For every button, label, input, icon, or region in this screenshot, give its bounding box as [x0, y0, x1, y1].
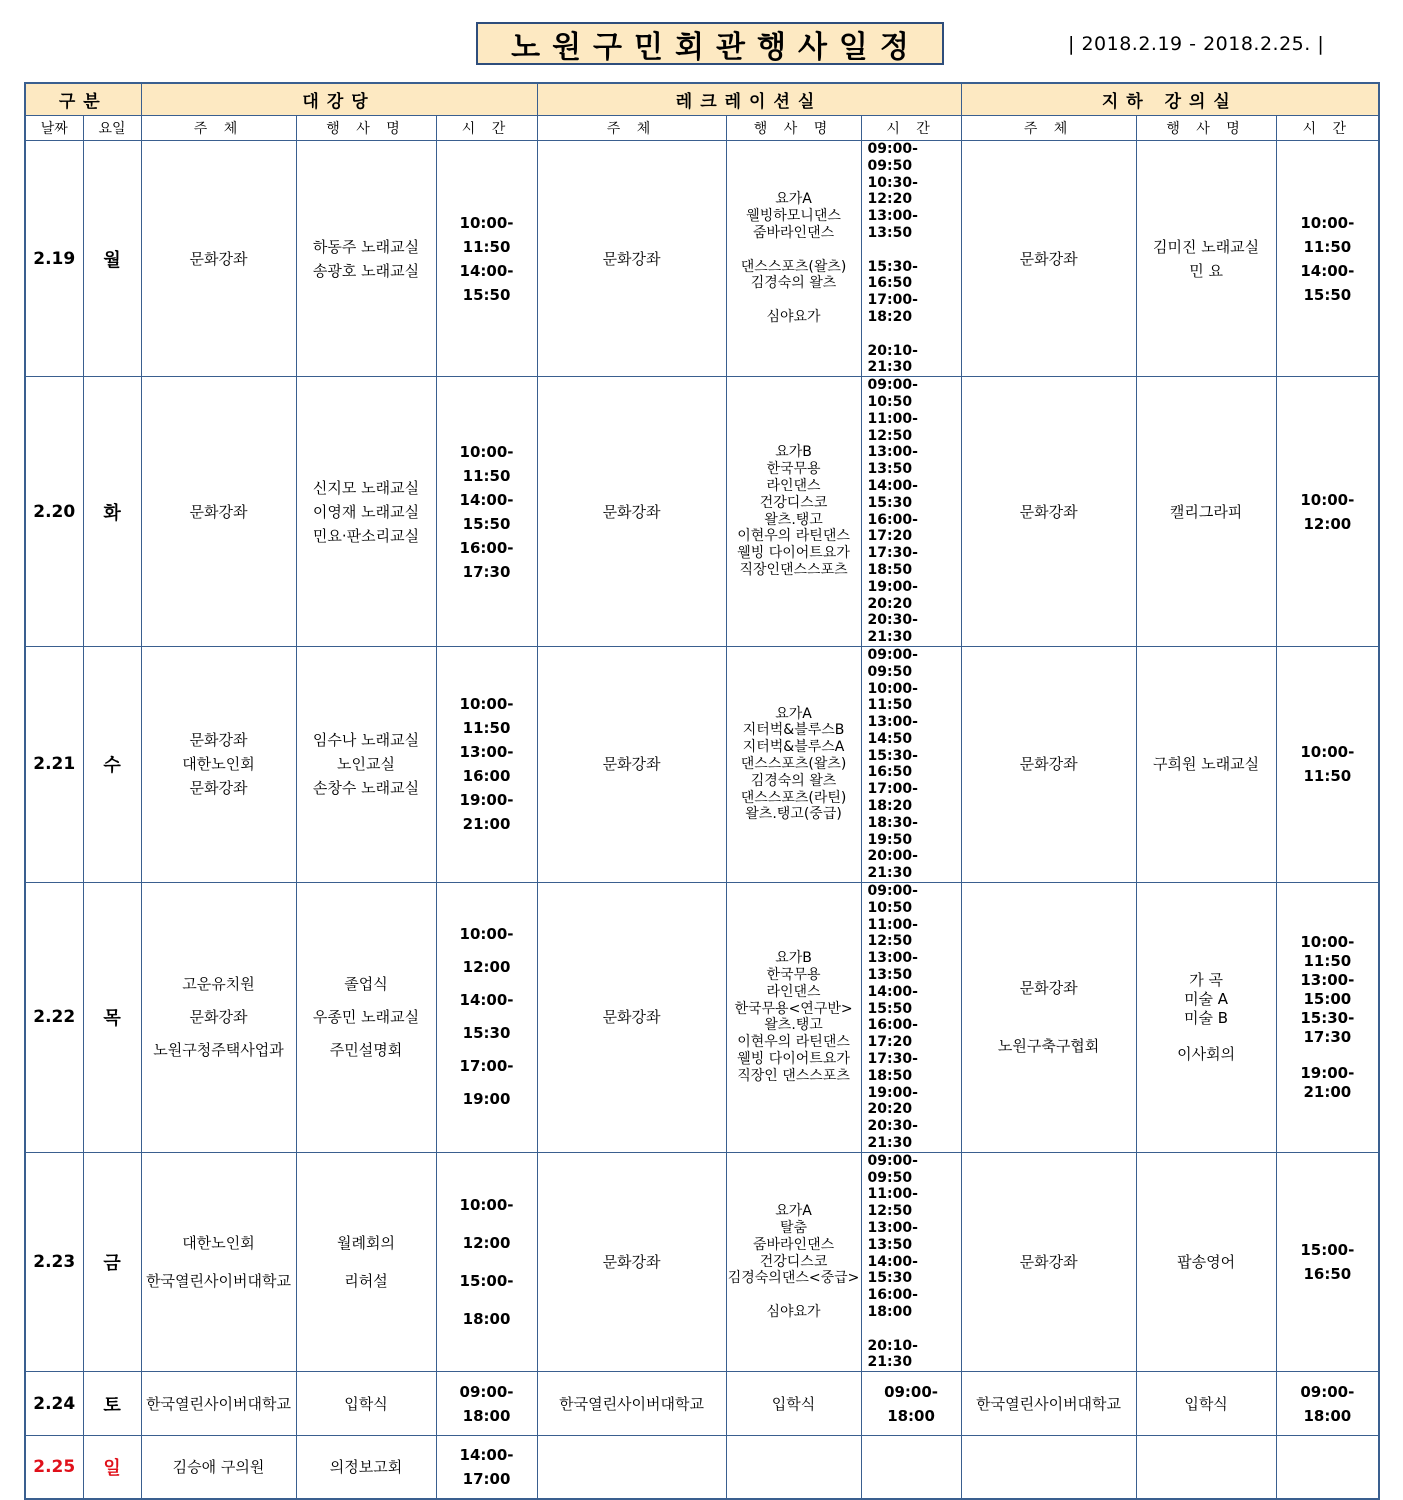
- hall-time: 19:00-21:00: [459, 791, 514, 834]
- rec-event: 한국무용: [766, 461, 821, 478]
- division-header: 구분: [25, 83, 141, 116]
- base-event-cell: [1136, 1372, 1276, 1436]
- hall-time: 10:00-12:00: [459, 925, 514, 977]
- rec-time: [868, 326, 961, 343]
- rec-event: 왈츠.탱고: [764, 511, 823, 528]
- base-event: 팝송영어: [1177, 1252, 1236, 1271]
- base-event: 구희원 노래교실: [1152, 755, 1260, 774]
- base-time: 15:00-16:50: [1300, 1240, 1355, 1283]
- page-title: 노원구민회관행사일정: [476, 22, 944, 65]
- hall-time-cell: [436, 883, 537, 1153]
- rec-time: 14:00-15:30: [867, 1253, 918, 1287]
- hall-time: 15:00-18:00: [459, 1271, 514, 1328]
- rec-event: 이현우의 라틴댄스: [737, 528, 850, 545]
- hall-host: 노원구청주택사업과: [153, 1040, 284, 1059]
- base-host: 문화강좌: [1019, 1252, 1078, 1271]
- hall-time: 14:00-15:30: [459, 991, 514, 1043]
- rec-time: 09:00-09:50: [867, 646, 918, 680]
- day-cell: 목: [83, 883, 141, 1153]
- hall-time-cell: [436, 646, 537, 882]
- base-time: 15:30-17:30: [1300, 1009, 1355, 1047]
- base-event: [1137, 1028, 1276, 1045]
- base-event-cell: [1136, 883, 1276, 1153]
- date-range: | 2018.2.19 - 2018.2.25. |: [1068, 33, 1325, 55]
- venue-header-hall: 대강당: [141, 83, 537, 116]
- rec-time: 19:00-20:20: [867, 578, 918, 612]
- hall-event: 임수나 노래교실: [312, 731, 420, 750]
- hall-event: 리허설: [344, 1271, 388, 1290]
- day-cell: 수: [83, 646, 141, 882]
- header-row-venues: [25, 83, 1379, 116]
- date-cell: 2.23: [25, 1152, 83, 1371]
- base-time: [1277, 1047, 1379, 1064]
- date-cell: 2.21: [25, 646, 83, 882]
- hall-host: 문화강좌: [189, 249, 248, 268]
- base-host-cell: [961, 1436, 1136, 1499]
- base-event-cell: [1136, 377, 1276, 647]
- rec-event: 왈츠.탱고(중급): [745, 806, 842, 823]
- rec-time: 11:00-12:50: [867, 1186, 918, 1220]
- day-cell: 금: [83, 1152, 141, 1371]
- rec-time: 17:30-18:50: [867, 1051, 918, 1084]
- rec-time: 17:30-18:50: [867, 545, 918, 578]
- rec-time-cell: [861, 141, 961, 377]
- rec-time: 11:00-12:50: [867, 916, 918, 950]
- rec-time: 13:00-13:50: [867, 444, 918, 478]
- hall-time: 16:00-17:30: [459, 538, 514, 581]
- base-host: 문화강좌: [1019, 502, 1078, 521]
- rec-time: 11:00-12:50: [867, 410, 918, 444]
- hall-event: 월례회의: [337, 1233, 395, 1252]
- base-host: 문화강좌: [1019, 755, 1078, 774]
- rec-time: 16:00-17:20: [867, 511, 918, 545]
- rec-event: 왈츠.탱고: [764, 1017, 823, 1034]
- base-host-cell: [961, 377, 1136, 647]
- rec-event-cell: [726, 1372, 861, 1436]
- hall-event: 노인교실: [337, 755, 395, 774]
- hall-event: 손창수 노래교실: [312, 779, 420, 798]
- base-time: 09:00-18:00: [1300, 1382, 1355, 1425]
- hall-host: 문화강좌: [189, 1007, 248, 1026]
- hall-host-cell: [141, 141, 296, 377]
- hall-event-header: 행 사 명: [296, 116, 436, 141]
- hall-time-cell: [436, 1436, 537, 1499]
- hall-time: 14:00-15:50: [459, 490, 514, 533]
- rec-time: 20:10-21:30: [867, 342, 918, 376]
- rec-event: 김경숙의 왈츠: [750, 275, 837, 292]
- rec-event-cell: [726, 1436, 861, 1499]
- hall-event: 민요·판소리교실: [312, 526, 420, 545]
- hall-time-cell: [436, 1152, 537, 1371]
- day-cell: 일: [83, 1436, 141, 1499]
- venue-header-recreation: 레크레이션실: [537, 83, 961, 116]
- rec-time-cell: [861, 1372, 961, 1436]
- rec-event: 요가A: [775, 191, 812, 208]
- hall-host: 문화강좌: [189, 731, 248, 750]
- table-row: [25, 883, 1379, 1153]
- rec-event: 라인댄스: [766, 477, 821, 494]
- rec-time: 13:00-13:50: [867, 950, 918, 984]
- hall-time: 10:00-11:50: [459, 213, 514, 256]
- rec-event: 웰빙 다이어트요가: [737, 545, 850, 562]
- rec-event: 직장인 댄스스포츠: [737, 1067, 850, 1084]
- rec-event: [727, 292, 861, 309]
- hall-event: 졸업식: [344, 974, 388, 993]
- base-time: 19:00-21:00: [1300, 1063, 1355, 1101]
- rec-time: 14:00-15:30: [867, 477, 918, 511]
- base-time-cell: [1276, 1152, 1379, 1371]
- hall-event-cell: [296, 141, 436, 377]
- rec-time-cell: [861, 1436, 961, 1499]
- day-cell: 월: [83, 141, 141, 377]
- hall-host: 한국열린사이버대학교: [146, 1394, 291, 1413]
- rec-time: 09:00-09:50: [867, 1152, 918, 1186]
- hall-event: 입학식: [344, 1394, 388, 1413]
- rec-event: 직장인댄스스포츠: [739, 561, 848, 578]
- table-row: [25, 1372, 1379, 1436]
- base-host-cell: [961, 141, 1136, 377]
- rec-event: 웰빙하모니댄스: [746, 208, 841, 225]
- rec-time: 09:00-10:50: [867, 377, 918, 410]
- date-cell: 2.25: [25, 1436, 83, 1499]
- rec-time: 10:00-11:50: [867, 680, 918, 714]
- rec-event: 요가A: [775, 1203, 812, 1220]
- hall-time: 09:00-18:00: [459, 1382, 514, 1425]
- rec-time: 20:10-21:30: [867, 1337, 918, 1371]
- rec-time: 13:00-13:50: [867, 1220, 918, 1253]
- base-time-cell: [1276, 1436, 1379, 1499]
- schedule-table: [24, 82, 1380, 1500]
- rec-time: [868, 242, 961, 259]
- day-cell: 화: [83, 377, 141, 647]
- base-event: 입학식: [1184, 1394, 1228, 1413]
- rec-event: 입학식: [771, 1394, 816, 1413]
- date-cell: 2.20: [25, 377, 83, 647]
- rec-event: 라인댄스: [766, 983, 821, 1000]
- day-col-header: 요일: [83, 116, 141, 141]
- rec-event: 지터벅&블루스B: [742, 722, 845, 739]
- rec-host-header: 주 체: [537, 116, 726, 141]
- rec-time: 15:30-16:50: [867, 258, 918, 292]
- hall-host-cell: [141, 883, 296, 1153]
- base-time: 10:00-11:50: [1300, 743, 1355, 786]
- hall-event: 이영재 노래교실: [312, 502, 420, 521]
- rec-time: 17:00-18:20: [867, 781, 918, 815]
- base-event: 김미진 노래교실: [1152, 237, 1260, 256]
- hall-host-cell: [141, 377, 296, 647]
- rec-event: 지터벅&블루스A: [742, 739, 845, 756]
- rec-event: 댄스스포츠(왈츠): [740, 756, 847, 773]
- base-time-cell: [1276, 883, 1379, 1153]
- rec-time: 09:00-10:50: [867, 883, 918, 916]
- rec-time: 14:00-15:50: [867, 983, 918, 1017]
- rec-event: 건강디스코: [759, 494, 828, 511]
- hall-host: 대한노인회: [182, 1233, 255, 1252]
- rec-time: 13:00-13:50: [867, 208, 918, 241]
- hall-host-header: 주 체: [141, 116, 296, 141]
- rec-event: 탈춤: [780, 1220, 808, 1236]
- hall-event-cell: [296, 646, 436, 882]
- rec-event: 한국무용: [766, 967, 821, 984]
- rec-event-cell: [726, 377, 861, 647]
- base-host: 한국열린사이버대학교: [976, 1394, 1122, 1413]
- base-time-cell: [1276, 1372, 1379, 1436]
- rec-time: 15:30-16:50: [867, 747, 918, 781]
- rec-time: 09:00-18:00: [884, 1382, 939, 1425]
- table-row: [25, 646, 1379, 882]
- hall-time-header: 시 간: [436, 116, 537, 141]
- base-time-header: 시 간: [1276, 116, 1379, 141]
- base-time: 10:00-11:50: [1300, 933, 1355, 971]
- base-event: 미술 A: [1184, 990, 1229, 1009]
- rec-event-cell: [726, 646, 861, 882]
- rec-event: [727, 1287, 861, 1304]
- hall-host: 고운유치원: [182, 974, 255, 993]
- rec-time: 10:30-12:20: [867, 174, 918, 208]
- hall-event: 주민설명회: [329, 1040, 403, 1059]
- hall-host: 한국열린사이버대학교: [146, 1271, 291, 1290]
- rec-time: 17:00-18:20: [867, 292, 918, 325]
- rec-time: 13:00-14:50: [867, 714, 918, 747]
- base-event-cell: [1136, 141, 1276, 377]
- base-time: 10:00-11:50: [1300, 213, 1355, 256]
- rec-event: 심야요가: [766, 308, 821, 325]
- rec-time: 20:30-21:30: [867, 1118, 918, 1152]
- date-cell: 2.24: [25, 1372, 83, 1436]
- base-time: 14:00-15:50: [1300, 261, 1355, 304]
- base-event-header: 행 사 명: [1136, 116, 1276, 141]
- table-row: [25, 141, 1379, 377]
- rec-host-cell: 문화강좌: [537, 377, 726, 647]
- rec-event-cell: [726, 141, 861, 377]
- rec-time: 09:00-09:50: [867, 141, 918, 174]
- rec-event: 요가B: [775, 444, 812, 461]
- rec-event: 댄스스포츠(왈츠): [740, 258, 847, 275]
- base-event-cell: [1136, 1436, 1276, 1499]
- hall-event-cell: [296, 883, 436, 1153]
- rec-event-header: 행 사 명: [726, 116, 861, 141]
- base-host-cell: [961, 1152, 1136, 1371]
- rec-time-cell: [861, 377, 961, 647]
- base-event: 캘리그라피: [1169, 502, 1243, 521]
- hall-time-cell: [436, 1372, 537, 1436]
- rec-event: 댄스스포츠(라틴): [740, 789, 847, 806]
- rec-host-cell: 문화강좌: [537, 141, 726, 377]
- rec-host-cell: 문화강좌: [537, 646, 726, 882]
- rec-host-cell: 문화강좌: [537, 883, 726, 1153]
- hall-time: 14:00-15:50: [459, 261, 514, 304]
- base-event: 이사회의: [1177, 1044, 1236, 1063]
- rec-time-header: 시 간: [861, 116, 961, 141]
- base-event-cell: [1136, 1152, 1276, 1371]
- base-time-cell: [1276, 646, 1379, 882]
- rec-time: 18:30-19:50: [867, 814, 918, 848]
- rec-host-cell: 한국열린사이버대학교: [537, 1372, 726, 1436]
- base-time: 13:00-15:00: [1300, 971, 1355, 1009]
- hall-time: 14:00-17:00: [459, 1445, 514, 1488]
- hall-time: 13:00-16:00: [459, 743, 514, 786]
- rec-time: 20:00-21:30: [867, 848, 918, 882]
- header-row-columns: [25, 116, 1379, 141]
- rec-time-cell: [861, 1152, 961, 1371]
- hall-event: 하동주 노래교실: [312, 237, 420, 256]
- rec-event: 줌바라인댄스: [752, 224, 835, 241]
- hall-time: 17:00-19:00: [459, 1057, 514, 1109]
- table-row: [25, 1436, 1379, 1499]
- rec-event: 웰빙 다이어트요가: [737, 1051, 850, 1068]
- hall-host-cell: [141, 646, 296, 882]
- base-time-cell: [1276, 377, 1379, 647]
- hall-event: 송광호 노래교실: [312, 261, 420, 280]
- rec-event-cell: [726, 1152, 861, 1371]
- hall-host-cell: [141, 1372, 296, 1436]
- rec-time: 16:00-18:00: [867, 1287, 918, 1320]
- base-host: 문화강좌: [1019, 979, 1078, 998]
- date-cell: 2.19: [25, 141, 83, 377]
- rec-event: 심야요가: [766, 1303, 821, 1320]
- hall-event-cell: [296, 377, 436, 647]
- rec-time: [868, 1321, 961, 1338]
- hall-event-cell: [296, 1152, 436, 1371]
- date-cell: 2.22: [25, 883, 83, 1153]
- date-col-header: 날짜: [25, 116, 83, 141]
- table-row: [25, 1152, 1379, 1371]
- rec-event: 건강디스코: [759, 1253, 828, 1270]
- hall-event: 의정보고회: [329, 1457, 403, 1476]
- base-event: 민 요: [1189, 261, 1223, 280]
- rec-event: 김경숙의댄스<중급>: [727, 1270, 860, 1287]
- hall-time-cell: [436, 377, 537, 647]
- hall-host-cell: [141, 1152, 296, 1371]
- base-host-header: 주 체: [961, 116, 1136, 141]
- hall-event-cell: [296, 1372, 436, 1436]
- base-host-cell: [961, 1372, 1136, 1436]
- hall-time-cell: [436, 141, 537, 377]
- rec-time: 19:00-20:20: [867, 1084, 918, 1118]
- day-cell: 토: [83, 1372, 141, 1436]
- hall-host: 대한노인회: [182, 755, 255, 774]
- rec-time: 16:00-17:20: [867, 1017, 918, 1051]
- rec-host-cell: 문화강좌: [537, 1152, 726, 1371]
- rec-event: 김경숙의 왈츠: [750, 772, 837, 789]
- base-time-cell: [1276, 141, 1379, 377]
- rec-time: 20:30-21:30: [867, 612, 918, 646]
- hall-time: 10:00-11:50: [459, 442, 514, 485]
- base-time: 10:00-12:00: [1300, 490, 1355, 533]
- base-host: 문화강좌: [1019, 249, 1078, 268]
- base-host-cell: [961, 646, 1136, 882]
- base-host-cell: [961, 883, 1136, 1153]
- rec-time-cell: [861, 646, 961, 882]
- rec-event: 요가B: [775, 950, 812, 967]
- rec-event: 줌바라인댄스: [752, 1236, 835, 1253]
- base-host: 노원구축구협회: [997, 1037, 1100, 1056]
- hall-event: 신지모 노래교실: [312, 478, 420, 497]
- venue-header-basement: 지하 강의실: [961, 83, 1379, 116]
- base-event: 미술 B: [1184, 1009, 1229, 1028]
- hall-time: 10:00-12:00: [459, 1195, 514, 1252]
- hall-time: 10:00-11:50: [459, 695, 514, 738]
- rec-host-cell: [537, 1436, 726, 1499]
- rec-time-cell: [861, 883, 961, 1153]
- hall-host: 문화강좌: [189, 779, 248, 798]
- base-event-cell: [1136, 646, 1276, 882]
- hall-event-cell: [296, 1436, 436, 1499]
- hall-event: 우종민 노래교실: [312, 1007, 420, 1026]
- hall-host-cell: [141, 1436, 296, 1499]
- table-row: [25, 377, 1379, 647]
- rec-event: [727, 242, 861, 259]
- base-event: 가 곡: [1189, 971, 1223, 990]
- hall-host: 김승애 구의원: [172, 1457, 265, 1476]
- hall-host: 문화강좌: [189, 502, 248, 521]
- rec-event: 한국무용<연구반>: [734, 1000, 853, 1017]
- rec-event-cell: [726, 883, 861, 1153]
- rec-event: 요가A: [775, 705, 812, 722]
- rec-event: 이현우의 라틴댄스: [737, 1034, 850, 1051]
